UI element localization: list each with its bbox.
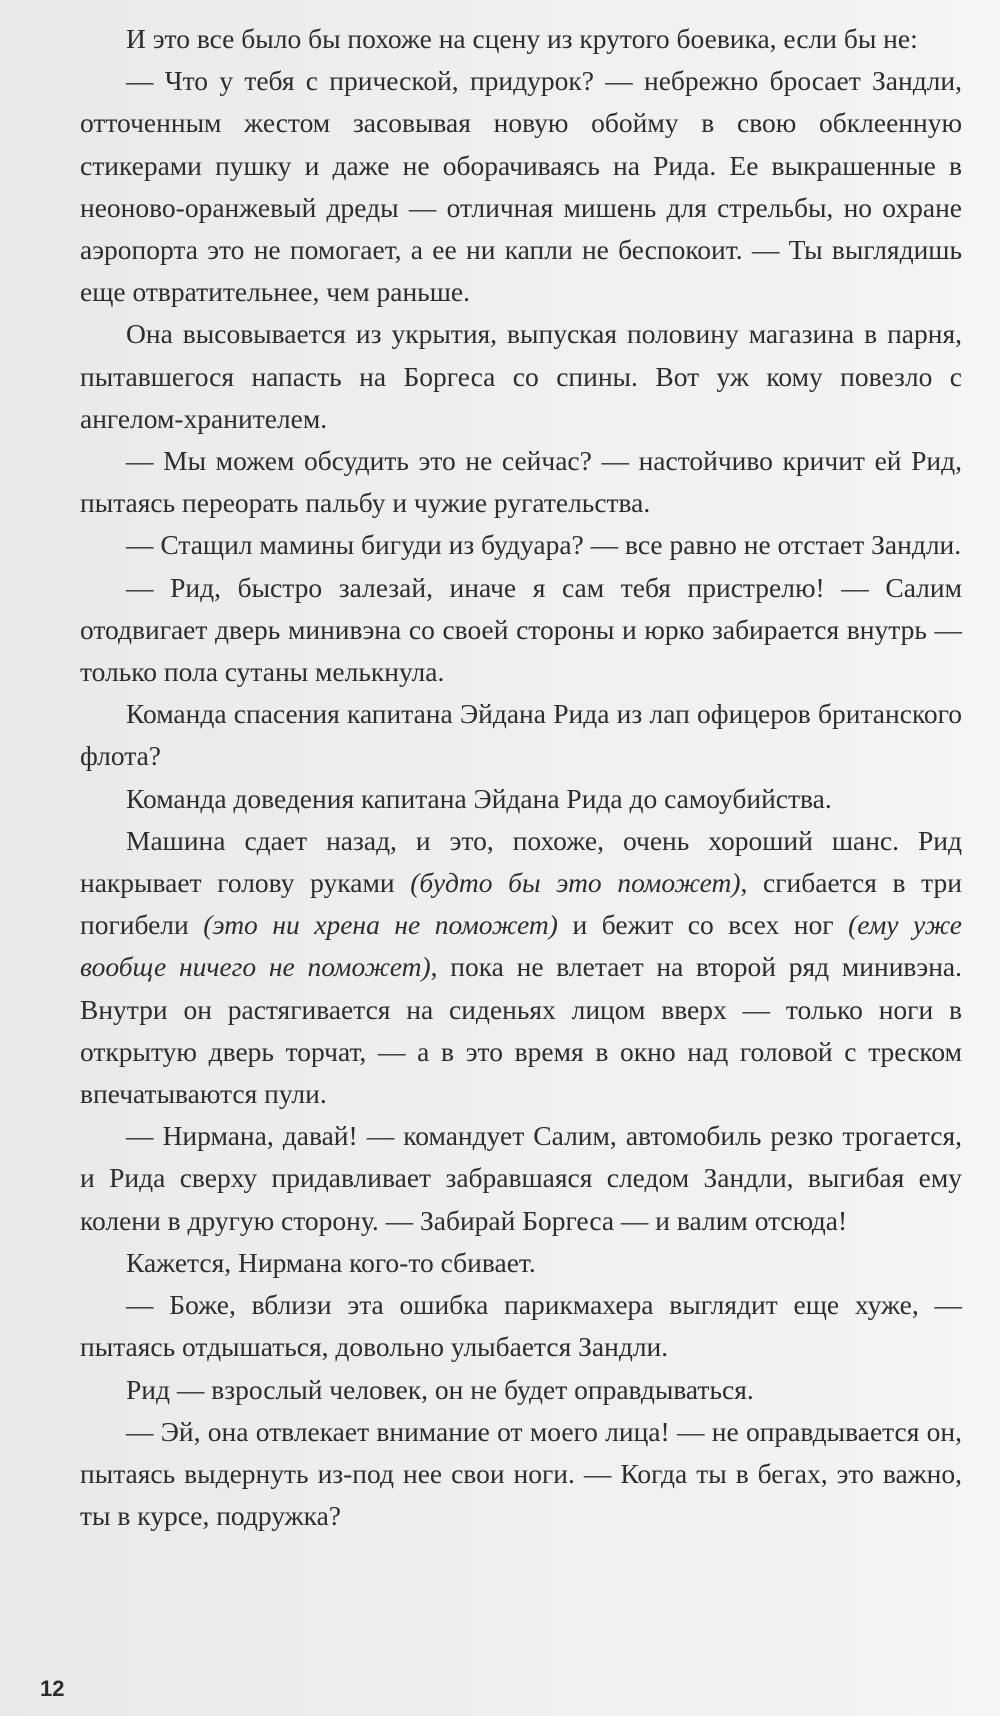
paragraph xyxy=(80,1115,962,1242)
paragraph xyxy=(80,440,962,524)
text-run: Машина сдает назад, и это, похоже, очень хороший шанс. Рид накрывает голову руками xyxy=(80,824,962,899)
paragraph xyxy=(80,524,962,566)
body-text xyxy=(80,18,962,1537)
italic-aside: (ему уже вообще ничего не поможет) xyxy=(80,909,962,983)
paragraph xyxy=(80,1369,962,1411)
text-run: — Стащил мамины бигуди из будуара? — все равно не отстает Зандли. xyxy=(126,529,962,561)
text-run: — Мы можем обсудить это не сейчас? — настойчиво кричит ей Рид, пытаясь переорать пальбу и чужие ругательства. xyxy=(80,445,962,519)
text-run: и бежит со всех ног xyxy=(557,909,849,941)
italic-aside: (это ни хрена не поможет) xyxy=(203,909,558,941)
paragraph xyxy=(80,693,962,777)
text-run: — Эй, она отвлекает внимание от моего лица! — не оправдывается он, пытаясь выдернуть из-под нее свои ноги. — Когда ты в бегах, это важно, ты в курсе, подружка? xyxy=(80,1415,962,1532)
paragraph xyxy=(80,313,962,440)
text-run: — Рид, быстро залезай, иначе я сам тебя пристрелю! — Салим отодвигает дверь минивэна со своей стороны и юрко забирается внутрь — только пола сутаны мелькнула. xyxy=(80,571,962,688)
paragraph xyxy=(80,1242,962,1284)
text-run: , сгибается в три погибели xyxy=(80,867,963,941)
paragraph xyxy=(80,567,962,694)
text-run: , пока не влетает на второй ряд минивэна. Внутри он растягивается на сиденьях лицом вверх — только ноги в открытую дверь торчат, — а в это время в окно над головой с треском впечатываются пули. xyxy=(80,951,963,1110)
text-run: Рид — взрослый человек, он не будет оправдываться. xyxy=(126,1373,754,1405)
text-run: — Нирмана, давай! — командует Салим, автомобиль резко трогается, и Рида сверху придавливает забравшаяся следом Зандли, выгибая ему колени в другую сторону. — Забирай Боргеса — и валим отсюда! xyxy=(80,1120,962,1236)
italic-aside: (будто бы это поможет) xyxy=(410,867,741,899)
text-run: — Что у тебя с прической, придурок? — небрежно бросает Зандли, отточенным жестом засовывая новую обойму в свою обклеенную стикерами пушку и даже не оборачиваясь на Рида. Ее выкрашенные в неоново-оранжевый дреды — отличная мишень для стрельбы, но охране аэропорта это не помогает, а ее ни капли не беспокоит. — Ты выглядишь еще отвратительнее, чем раньше. xyxy=(80,65,962,308)
text-run: Кажется, Нирмана кого-то сбивает. xyxy=(126,1246,536,1278)
paragraph xyxy=(80,1411,962,1538)
text-run: Она высовывается из укрытия, выпуская половину магазина в парня, пытавшегося напасть на Боргеса со спины. Вот уж кому повезло с ангелом-хранителем. xyxy=(80,318,962,434)
text-run: И это все было бы похоже на сцену из крутого боевика, если бы не: xyxy=(126,23,918,54)
paragraph xyxy=(80,1284,962,1368)
paragraph xyxy=(80,60,962,313)
page-number: 12 xyxy=(40,1676,65,1701)
paragraph xyxy=(80,778,962,820)
text-run: Команда доведения капитана Эйдана Рида до самоубийства. xyxy=(126,782,832,814)
paragraph xyxy=(80,820,962,1115)
text-run: — Боже, вблизи эта ошибка парикмахера выглядит еще хуже, — пытаясь отдышаться, довольно улыбается Зандли. xyxy=(80,1289,962,1363)
paragraph xyxy=(80,18,962,60)
text-run: Команда спасения капитана Эйдана Рида из лап офицеров британского флота? xyxy=(80,698,962,772)
